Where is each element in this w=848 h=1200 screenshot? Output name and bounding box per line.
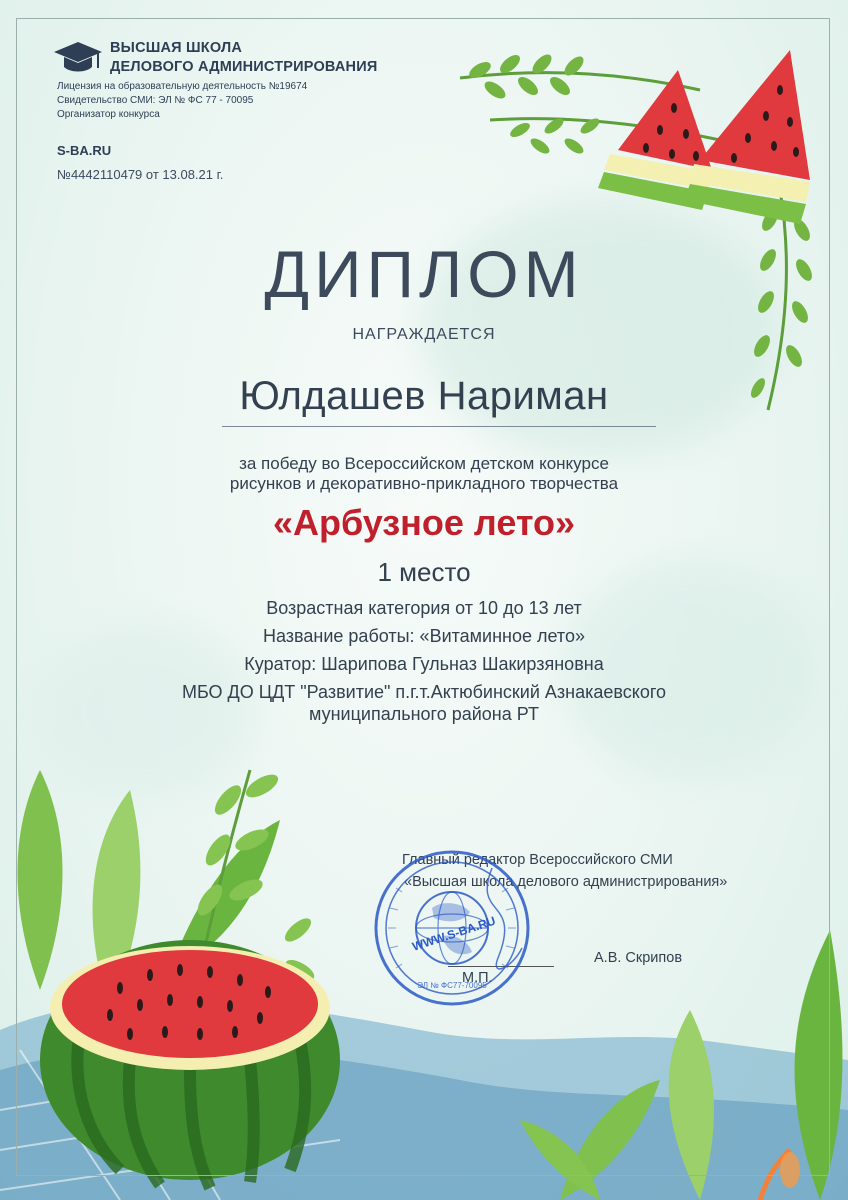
age-category: Возрастная категория от 10 до 13 лет <box>266 598 582 618</box>
institution-line1: МБО ДО ЦДТ "Развитие" п.г.т.Актюбинский Азнакаевского <box>181 682 667 702</box>
reason-line1: за победу во Всероссийском детском конкурсе <box>239 454 609 473</box>
work-title: Название работы: «Витаминное лето» <box>262 626 585 646</box>
recipient-name: Юлдашев Нариман <box>239 374 609 418</box>
media-certificate-text: Свидетельство СМИ: ЭЛ № ФС 77 - 70095 <box>57 95 254 106</box>
awarded-label: НАГРАЖДАЕТСЯ <box>352 326 496 343</box>
organization-name-line1: ВЫСШАЯ ШКОЛА <box>110 40 243 56</box>
signer-position-line1: Главный редактор Всероссийского СМИ <box>402 852 673 868</box>
diploma-title: ДИПЛОМ <box>264 237 584 311</box>
diploma-number: №4442110479 от 13.08.21 г. <box>57 167 224 182</box>
license-text: Лицензия на образовательную деятельность №19674 <box>57 81 308 92</box>
reason-line2: рисунков и декоративно-прикладного творчества <box>229 474 619 493</box>
organizer-role-text: Организатор конкурса <box>57 109 160 120</box>
signer-name: А.В. Скрипов <box>594 950 683 966</box>
watermelon-slices-illustration <box>450 30 830 430</box>
institution-line2: муниципального района РТ <box>309 704 539 724</box>
contest-name: «Арбузное лето» <box>272 502 576 543</box>
official-stamp <box>372 848 532 1008</box>
curator-text: Куратор: Шарипова Гульназ Шакирзяновна <box>244 654 604 674</box>
stamp-bottom-text: ЭЛ № ФС77-70095 <box>417 981 487 990</box>
organization-name-line2: ДЕЛОВОГО АДМИНИСТРИРОВАНИЯ <box>110 59 378 75</box>
recipient-underline <box>222 426 656 427</box>
stamp-center-text: WWW.S-BA.RU <box>410 913 498 954</box>
place-text: 1 место <box>377 557 471 587</box>
signer-position-line2: «Высшая школа делового администрирования» <box>404 874 728 890</box>
stamp-mark: М.П. <box>462 970 493 986</box>
graduation-cap-icon <box>52 40 104 76</box>
site-link[interactable]: S-BA.RU <box>57 143 112 158</box>
